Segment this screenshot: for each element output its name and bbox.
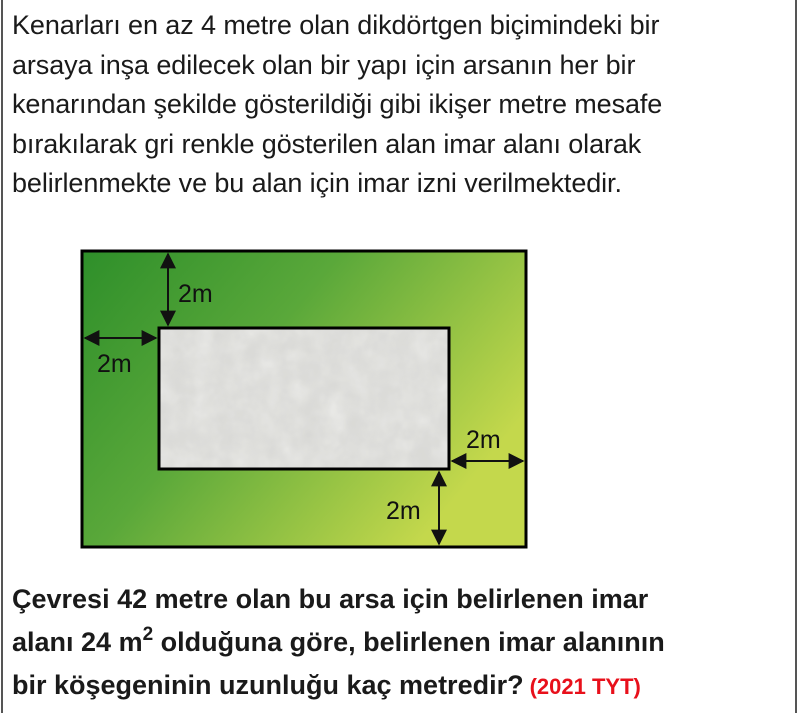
bottom-dimension-label: 2m [386, 497, 421, 525]
question-line [12, 621, 792, 664]
question-text: bir köşegeninin uzunluğu kaç metredir? [12, 670, 524, 700]
intro-line: belirlenmekte ve bu alan için imar izni verilmektedir. [12, 168, 622, 198]
area-unit-exponent: 2 [142, 624, 154, 645]
intro-line: Kenarları en az 4 metre olan dikdörtgen biçimindeki bir [12, 10, 660, 40]
question-text: alanı 24 m [12, 627, 143, 657]
intro-line: arsaya inşa edilecek olan bir yapı için arsanın her bir [12, 49, 636, 80]
intro-line: bırakılarak gri renkle gösterilen alan imar alanı olarak [12, 128, 642, 159]
exam-source-label: (2021 TYT) [529, 674, 641, 699]
left-dimension-label: 2m [97, 350, 132, 378]
zoning-area [159, 328, 449, 469]
problem-question [12, 578, 792, 708]
intro-line: kenarından şekilde gösterildiği gibi ikişer metre mesafe [12, 89, 663, 119]
question-line: Çevresi 42 metre olan bu arsa için belirlenen imar [12, 584, 649, 614]
problem-intro [12, 6, 792, 204]
question-text: olduğuna göre, belirlenen imar alanının [153, 627, 665, 657]
top-dimension-label: 2m [178, 280, 213, 308]
plot-diagram [80, 249, 528, 549]
right-dimension-label: 2m [466, 426, 501, 454]
question-line [12, 664, 792, 708]
